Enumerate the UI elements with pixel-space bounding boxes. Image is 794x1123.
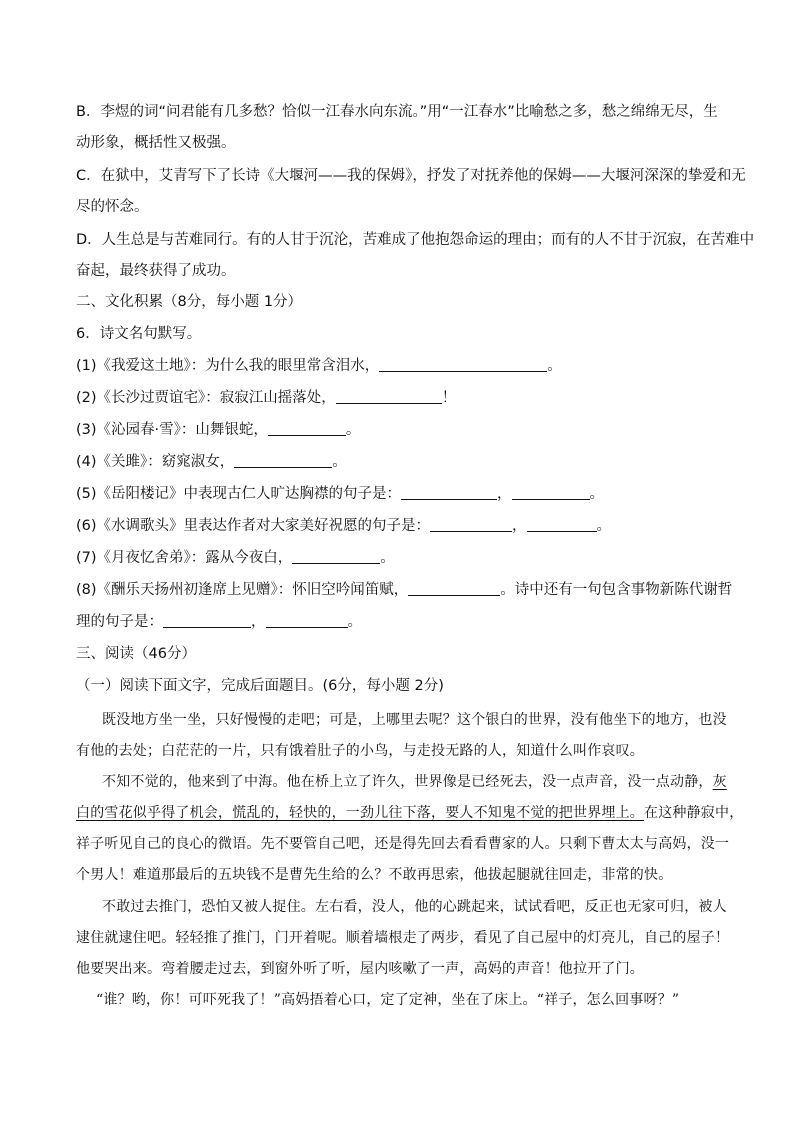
answer-blank[interactable] (234, 453, 332, 468)
item-number: (3) (76, 422, 97, 438)
dictation-item-5 (76, 484, 730, 504)
passage-line-1: 既没地方坐一坐，只好慢慢的走吧；可是，上哪里去呢？这个银白的世界，没有他坐下的地方，也没 (102, 712, 727, 728)
item-prompt: 《关雎》：窈窕淑女， (96, 454, 235, 470)
answer-blank[interactable] (430, 517, 512, 532)
item-number: (2) (76, 390, 97, 406)
passage-line-6: 个男人！难道那最后的五块钱不是曹先生给的么？不敢再思索，他拔起腿就往回走，非常的快。 (76, 867, 673, 883)
answer-blank[interactable] (527, 517, 597, 532)
passage-line-5: 祥子听见自己的良心的微语。先不要管自己吧，还是得先回去看看曹家的人。只剩下曹太太与高妈，没一 (76, 836, 730, 852)
item-number: (5) (76, 486, 97, 502)
dictation-item-1 (76, 356, 730, 376)
option-d-line-2: 奋起，最终获得了成功。 (76, 263, 236, 279)
item-number: (7) (76, 550, 97, 566)
answer-blank[interactable] (336, 389, 442, 404)
item-punct: 。 (380, 550, 395, 566)
item-comma: ， (512, 518, 527, 534)
dictation-item-7 (76, 548, 730, 568)
item-number: (4) (76, 454, 97, 470)
item-prompt: 《月夜忆舍弟》：露从今夜白， (96, 550, 293, 566)
item-punct: 。 (589, 486, 605, 502)
underlined-text: 白的雪花似乎得了机会，慌乱的，轻快的，一劲儿往下落，要人不知鬼不觉的把世界埋上。 (76, 805, 644, 821)
item-prompt: 《岳阳楼记》中表现古仁人旷达胸襟的句子是： (96, 486, 402, 502)
dictation-item-8-cont (76, 612, 730, 632)
answer-blank[interactable] (512, 485, 590, 500)
passage-line-7: 不敢过去推门，恐怕又被人捉住。左右看，没人，他的心跳起来，试试看吧，反正也无家可归，被人 (102, 899, 727, 915)
passage-line-2: 有他的去处；白茫茫的一片，只有饿着肚子的小鸟，与走投无路的人，知道什么叫作哀叹。 (76, 743, 644, 759)
item-prompt: 《酬乐天扬州初逢席上见赠》：怀旧空吟闻笛赋， (96, 582, 409, 598)
item-number: (6) (76, 518, 97, 534)
section-3-heading: 三、阅读（46分） (76, 646, 196, 662)
answer-blank[interactable] (266, 613, 348, 628)
passage-text: 不知不觉的，他来到了中海。他在桥上立了许久，世界像是已经死去，没一点声音，没一点动静， (102, 774, 713, 790)
item-punct: 。 (347, 614, 362, 630)
passage-line-4 (76, 803, 744, 823)
answer-blank[interactable] (401, 485, 497, 500)
item-punct: 。 (547, 358, 562, 374)
answer-blank[interactable] (408, 581, 500, 596)
dictation-item-2 (76, 388, 730, 408)
dictation-item-3 (76, 420, 730, 440)
question-6-title: 6．诗文名句默写。 (76, 326, 202, 342)
section-2-heading: 二、文化积累（8分，每小题 1分） (76, 294, 303, 310)
item-prompt: 《沁园春·雪》：山舞银蛇， (96, 422, 268, 438)
passage-line-3 (102, 772, 730, 792)
item-number: (1) (76, 358, 97, 374)
underlined-text: 灰 (712, 774, 727, 790)
item-prompt: 《水调歌头》里表达作者对大家美好祝愿的句子是： (96, 518, 431, 534)
answer-blank[interactable] (268, 421, 346, 436)
item-prompt: 《我爱这土地》：为什么我的眼里常含泪水， (96, 358, 380, 374)
dictation-item-6 (76, 516, 730, 536)
item-punct: 。诗中还有一句包含事物新陈代谢哲 (500, 582, 733, 598)
option-d-line-1: D．人生总是与苦难同行。有的人甘于沉沦，苦难成了他抱怨命运的理由；而有的人不甘于沉寂，在苦难中 (76, 232, 755, 248)
passage-line-10: “谁？哟，你！可吓死我了！”高妈捂着心口，定了定神，坐在了床上。“祥子，怎么回事呀？” (96, 992, 680, 1008)
option-c-line-2: 尽的怀念。 (76, 199, 149, 215)
option-c-line-1: C．在狱中，艾青写下了长诗《大堰河——我的保姆》，抒发了对抚养他的保姆——大堰河深深的挚爱和无 (76, 168, 746, 184)
item-number: (8) (76, 582, 97, 598)
option-b-line-1: B．李煜的词“问君能有几多愁？恰似一江春水向东流。”用“一江春水”比喻愁之多，愁之绵绵无尽，生 (76, 104, 718, 120)
dictation-item-8 (76, 580, 733, 600)
answer-blank[interactable] (379, 357, 547, 372)
item-punct: 。 (596, 518, 612, 534)
passage-text: 在这种静寂中， (644, 805, 744, 821)
item-comma: ， (497, 486, 512, 502)
dictation-item-4 (76, 452, 730, 472)
option-b-line-2: 动形象，概括性又极强。 (76, 135, 236, 151)
item-punct: ！ (441, 390, 457, 406)
item-comma: ， (251, 614, 266, 630)
answer-blank[interactable] (292, 549, 380, 564)
item-punct: 。 (345, 422, 361, 438)
answer-blank[interactable] (163, 613, 251, 628)
item-prompt: 理的句子是： (76, 614, 163, 630)
reading-sub-heading: （一）阅读下面文字，完成后面题目。(6分，每小题 2分) (76, 678, 444, 694)
passage-line-8: 逮住就逮住吧。轻轻推了推门，门开着呢。顺着墙根走了两步，看见了自己屋中的灯亮儿，自己的屋子！ (76, 930, 730, 946)
item-prompt: 《长沙过贾谊宅》：寂寂江山摇落处， (96, 390, 336, 406)
passage-line-9: 他要哭出来。弯着腰走过去，到窗外听了听，屋内咳嗽了一声，高妈的声音！他拉开了门。 (76, 961, 644, 977)
item-punct: 。 (332, 454, 347, 470)
